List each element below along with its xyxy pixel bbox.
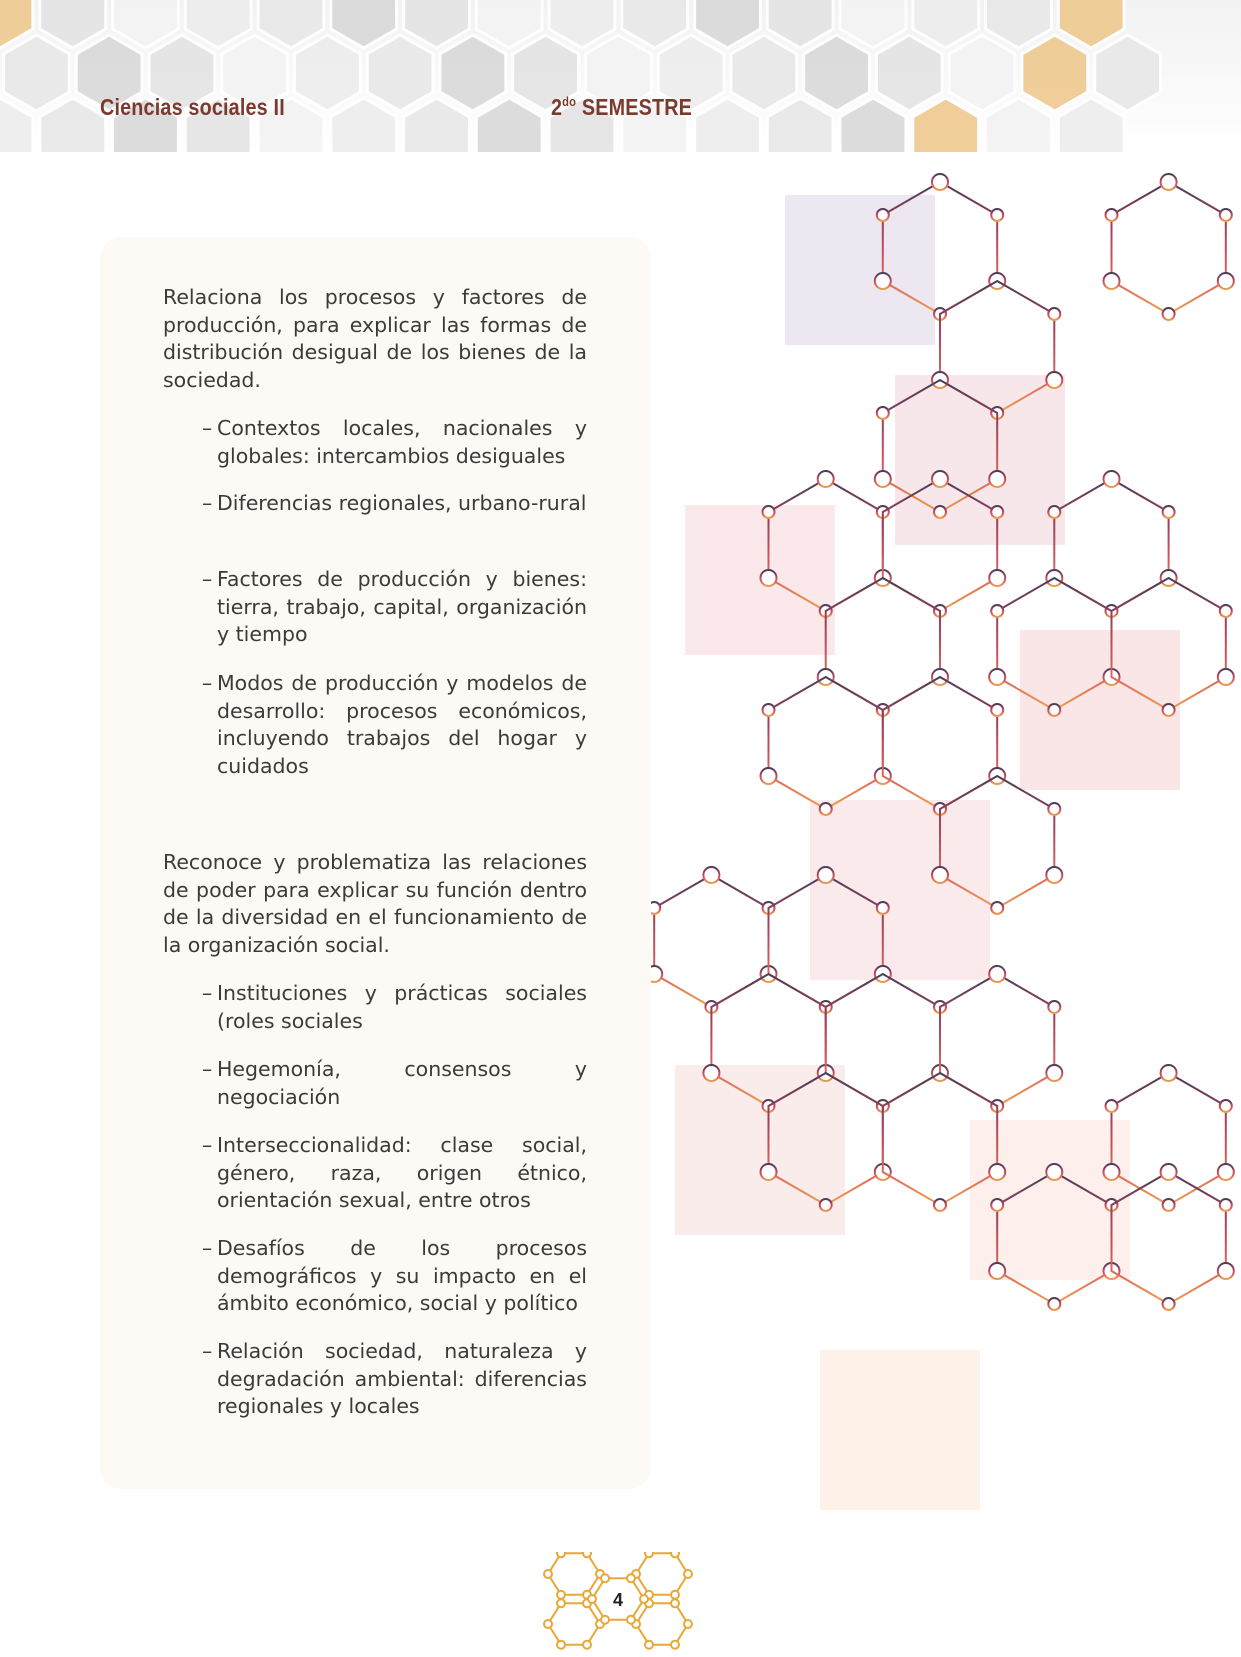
network-node: [1220, 1100, 1232, 1112]
network-node: [989, 966, 1005, 982]
network-hexagon: [1112, 182, 1226, 314]
network-node: [1106, 209, 1118, 221]
network-hexagon: [940, 974, 1054, 1106]
network-node: [1163, 1199, 1175, 1211]
network-node: [1048, 704, 1060, 716]
network-node: [989, 669, 1005, 685]
network-node: [875, 273, 891, 289]
network-node: [1048, 506, 1060, 518]
network-node: [991, 704, 1003, 716]
section-1-item: – Diferencias regionales, urbano-rural: [202, 491, 587, 515]
subject-title: Ciencias sociales II: [100, 94, 285, 120]
network-node: [820, 1199, 832, 1211]
footer-node: [671, 1552, 679, 1557]
background-blob: [785, 195, 935, 345]
network-node: [1104, 1164, 1120, 1180]
network-hexagon: [883, 677, 997, 809]
network-node: [989, 471, 1005, 487]
background-blob: [675, 1065, 845, 1235]
page-number: 4: [612, 1590, 623, 1610]
hexagon-pattern-graphic: [0, 0, 1241, 152]
network-node: [932, 174, 948, 190]
network-hexagon: [654, 875, 768, 1007]
network-node: [1106, 1100, 1118, 1112]
network-node: [1048, 308, 1060, 320]
section-2-intro: Reconoce y problematiza las relaciones de poder para explicar su función dentro de la diversidad en el funcionamiento de la organización social.: [163, 850, 587, 957]
footer-node: [684, 1570, 692, 1578]
network-hexagon: [769, 677, 883, 809]
semester-suffix: do: [562, 94, 577, 109]
network-hexagon: [1054, 479, 1168, 611]
network-node: [761, 570, 777, 586]
section-1-item: – Contextos locales, nacionales y globales: intercambios desiguales: [202, 416, 587, 468]
network-node: [877, 407, 889, 419]
footer-node: [627, 1574, 635, 1582]
section-2-item: – Interseccionalidad: clase social, género, raza, origen étnico, orientación sexual, entre otros: [202, 1133, 587, 1212]
footer-node: [601, 1616, 609, 1624]
background-blob: [820, 1350, 980, 1510]
network-node: [761, 1164, 777, 1180]
network-node: [818, 867, 834, 883]
network-node: [1046, 867, 1062, 883]
section-1-intro: Relaciona los procesos y factores de producción, para explicar las formas de distribución desigual de los bienes de la sociedad.: [163, 285, 587, 392]
footer-hexagon: [636, 1553, 688, 1594]
network-node: [703, 867, 719, 883]
background-blob: [1020, 630, 1180, 790]
network-node: [820, 803, 832, 815]
network-node: [763, 506, 775, 518]
footer-node: [583, 1641, 591, 1649]
network-node: [1163, 1298, 1175, 1310]
section-2-item: – Relación sociedad, naturaleza y degradación ambiental: diferencias regionales y locales: [202, 1339, 587, 1418]
section-1-item: – Modos de producción y modelos de desarrollo: procesos económicos, incluyendo trabajos del hogar y cuidados: [202, 671, 587, 778]
network-node: [1218, 1164, 1234, 1180]
network-node: [1048, 1001, 1060, 1013]
network-node: [932, 471, 948, 487]
footer-node: [544, 1570, 552, 1578]
network-node: [1104, 471, 1120, 487]
network-node: [877, 209, 889, 221]
network-node: [1220, 209, 1232, 221]
network-node: [875, 471, 891, 487]
network-node: [1218, 1263, 1234, 1279]
footer-node: [544, 1620, 552, 1628]
footer-node: [671, 1641, 679, 1649]
network-node: [1218, 669, 1234, 685]
section-1-item: – Factores de producción y bienes: tierra, trabajo, capital, organización y tiempo: [202, 567, 587, 646]
network-node: [1161, 1065, 1177, 1081]
network-node: [1046, 1164, 1062, 1180]
footer-node: [645, 1552, 653, 1557]
section-2-item: – Instituciones y prácticas sociales (roles sociales: [202, 981, 587, 1033]
network-node: [989, 570, 1005, 586]
network-hexagon: [826, 578, 940, 710]
network-node: [1220, 605, 1232, 617]
network-node: [1220, 1199, 1232, 1211]
section-2-item: – Hegemonía, consensos y negociación: [202, 1057, 587, 1109]
footer-node: [684, 1620, 692, 1628]
background-blob: [895, 375, 1065, 545]
network-node: [1163, 308, 1175, 320]
network-node: [1048, 803, 1060, 815]
network-node: [1046, 372, 1062, 388]
network-node: [1048, 1298, 1060, 1310]
network-node: [989, 1263, 1005, 1279]
network-node: [818, 471, 834, 487]
network-node: [1161, 174, 1177, 190]
header-hexagon-band: [0, 0, 1241, 152]
network-node: [763, 704, 775, 716]
network-node: [1163, 704, 1175, 716]
network-node: [703, 1065, 719, 1081]
network-node: [934, 506, 946, 518]
footer-node: [557, 1552, 565, 1557]
page-number-badge: [528, 1552, 708, 1652]
footer-node: [583, 1552, 591, 1557]
footer-hexagon: [548, 1553, 600, 1594]
network-node: [932, 867, 948, 883]
network-node: [761, 768, 777, 784]
semester-number: 2: [551, 94, 563, 120]
footer-node: [645, 1641, 653, 1649]
footer-node: [557, 1641, 565, 1649]
network-node: [1104, 273, 1120, 289]
network-node: [991, 209, 1003, 221]
network-node: [1046, 1065, 1062, 1081]
network-node: [989, 1164, 1005, 1180]
semester-word: SEMESTRE: [581, 94, 693, 120]
footer-node: [601, 1574, 609, 1582]
network-node: [934, 1199, 946, 1211]
semester-label: [551, 94, 692, 121]
network-node: [1161, 1164, 1177, 1180]
section-2-item: – Desafíos de los procesos demográficos y su impacto en el ámbito económico, social y político: [202, 1236, 587, 1315]
network-node: [991, 902, 1003, 914]
network-node: [991, 605, 1003, 617]
background-blob: [810, 800, 990, 980]
network-node: [1218, 273, 1234, 289]
network-node: [877, 902, 889, 914]
network-node: [991, 1199, 1003, 1211]
network-node: [991, 506, 1003, 518]
network-node: [1163, 506, 1175, 518]
footer-node: [627, 1616, 635, 1624]
